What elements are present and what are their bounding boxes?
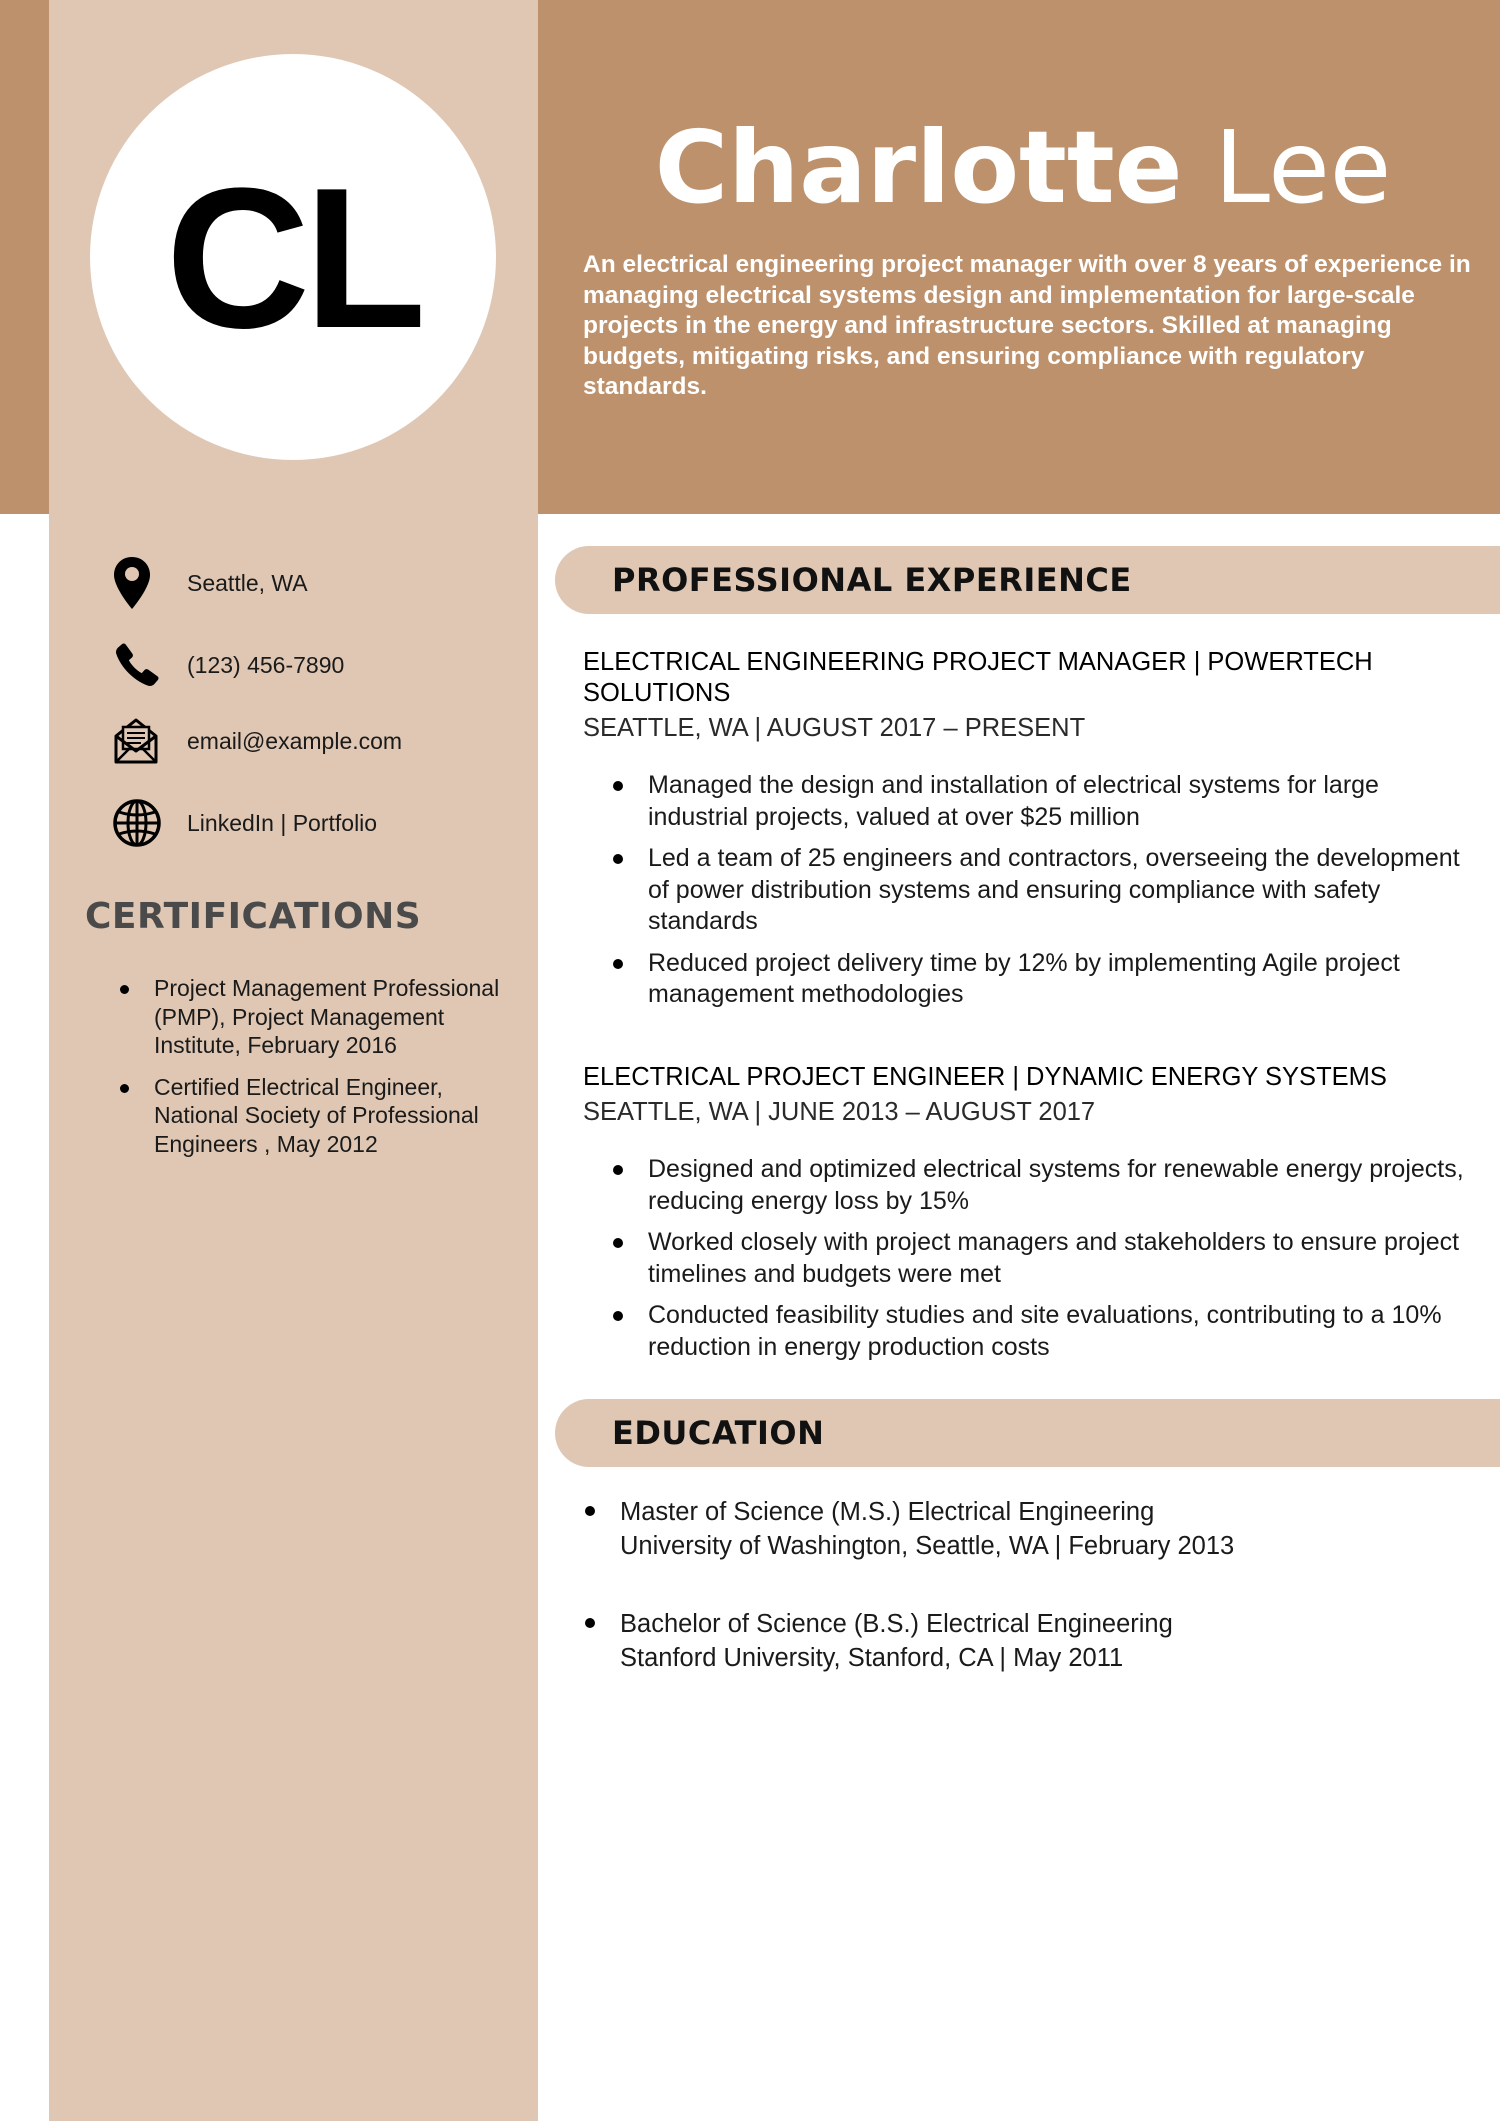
envelope-icon [112,711,172,771]
job-meta: SEATTLE, WA | AUGUST 2017 – PRESENT [583,714,1086,742]
contact-location [112,553,512,613]
job-bullets [612,1154,1482,1373]
list-item: Led a team of 25 engineers and contractors, overseeing the development of power distribution systems and ensuring compliance with safety standards [612,843,1482,938]
list-item: Managed the design and installation of electrical systems for large industrial projects, valued at over $25 million [612,770,1482,833]
contact-links[interactable] [112,793,512,853]
education-item [583,1607,1463,1675]
degree: Bachelor of Science (B.S.) Electrical Engineering [620,1610,1173,1638]
experience-heading: PROFESSIONAL EXPERIENCE [612,561,1132,599]
job-meta: SEATTLE, WA | JUNE 2013 – AUGUST 2017 [583,1098,1096,1126]
degree: Master of Science (M.S.) Electrical Engineering [620,1498,1155,1526]
contact-phone[interactable] [112,635,512,695]
school: Stanford University, Stanford, CA | May 2011 [620,1644,1124,1672]
profile-summary: An electrical engineering project manager with over 8 years of experience in managing electrical systems design and implementation for large-scale projects in the energy and infrastructure sectors. Skilled at managing budgets, mitigating risks, and ensuring compliance with regulatory standards. [583,251,1471,400]
map-pin-icon [112,553,172,613]
education-heading: EDUCATION [612,1414,825,1452]
certifications-heading: CERTIFICATIONS [85,896,422,937]
education-section-bar [555,1399,1500,1467]
job-bullets [612,770,1482,1021]
contact-email[interactable] [112,711,512,771]
location-text: Seattle, WA [187,569,308,596]
email-text: email@example.com [187,727,403,754]
experience-section-bar [555,546,1500,614]
list-item: Designed and optimized electrical systems for renewable energy projects, reducing energy loss by 15% [612,1154,1482,1217]
school: University of Washington, Seattle, WA | February 2013 [620,1532,1235,1560]
candidate-name [583,109,1463,226]
list-item: Reduced project delivery time by 12% by implementing Agile project management methodologies [612,948,1482,1011]
monogram: CL [165,147,421,370]
job-title: ELECTRICAL ENGINEERING PROJECT MANAGER | POWERTECH SOLUTIONS [583,648,1373,707]
globe-icon [112,793,172,853]
first-name: Charlotte [654,109,1183,226]
bullet-dot [585,1506,595,1516]
certifications-list [118,974,518,1171]
job-title: ELECTRICAL PROJECT ENGINEER | DYNAMIC ENERGY SYSTEMS [583,1063,1387,1091]
education-item [583,1495,1463,1563]
phone-text: (123) 456-7890 [187,651,345,678]
list-item: Project Management Professional (PMP), Project Management Institute, February 2016 [118,974,518,1060]
monogram-circle [90,54,496,460]
links-text[interactable]: LinkedIn | Portfolio [187,809,378,836]
bullet-dot [585,1618,595,1628]
list-item: Conducted feasibility studies and site evaluations, contributing to a 10% reduction in energy production costs [612,1300,1482,1363]
list-item: Worked closely with project managers and stakeholders to ensure project timelines and budgets were met [612,1227,1482,1290]
list-item: Certified Electrical Engineer, National Society of Professional Engineers , May 2012 [118,1073,518,1159]
phone-icon [112,635,172,695]
last-name: Lee [1214,109,1392,226]
